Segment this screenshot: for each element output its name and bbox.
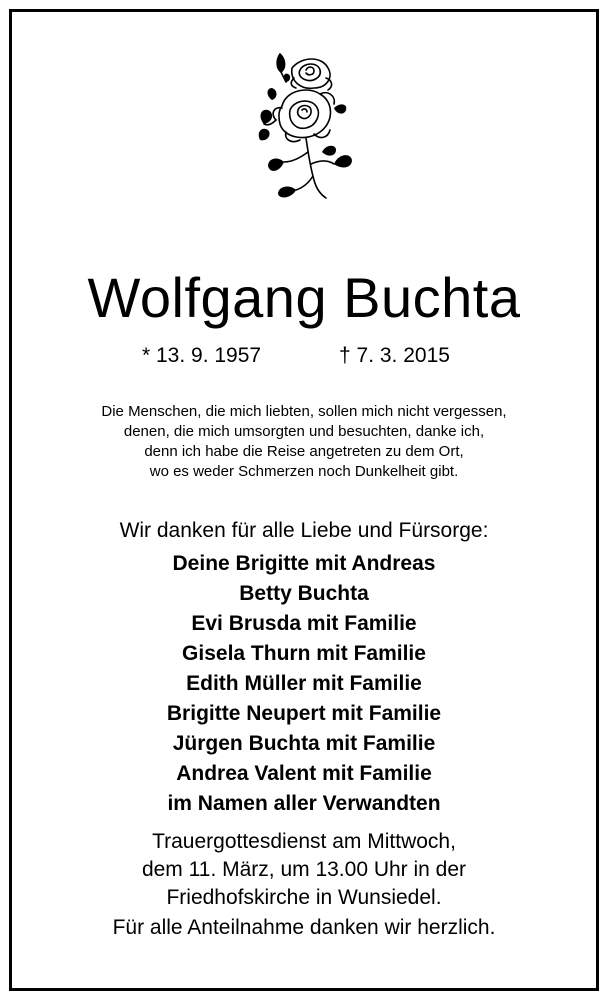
mourner: Deine Brigitte mit Andreas — [172, 552, 436, 575]
memorial-poem — [0, 402, 608, 482]
deceased-name: Wolfgang Buchta — [87, 266, 521, 329]
service-line: Friedhofskirche in Wunsiedel. — [166, 886, 442, 909]
death-date: † 7. 3. 2015 — [339, 344, 450, 367]
mourner: im Namen aller Verwandten — [167, 792, 441, 815]
poem-line: denn ich habe die Reise angetreten zu dem Ort, — [144, 443, 464, 460]
poem-line: wo es weder Schmerzen noch Dunkelheit gibt. — [149, 463, 459, 480]
mourner: Andrea Valent mit Familie — [176, 762, 432, 785]
service-line: Trauergottesdienst am Mittwoch, — [152, 830, 456, 853]
poem-line: denen, die mich umsorgten und besuchten, danke ich, — [123, 423, 485, 440]
service-line: dem 11. März, um 13.00 Uhr in der — [141, 858, 467, 881]
birth-date: * 13. 9. 1957 — [142, 344, 262, 367]
life-dates — [0, 341, 608, 371]
closing-thanks: Für alle Anteilnahme danken wir herzlich. — [112, 916, 496, 939]
service-info — [0, 828, 608, 912]
mourners-list — [0, 549, 608, 819]
mourner: Evi Brusda mit Familie — [191, 612, 417, 635]
mourner: Betty Buchta — [239, 582, 369, 605]
poem-line: Die Menschen, die mich liebten, sollen mich nicht vergessen, — [101, 403, 507, 420]
mourner: Brigitte Neupert mit Familie — [166, 702, 442, 725]
mourner: Edith Müller mit Familie — [186, 672, 422, 695]
mourner: Gisela Thurn mit Familie — [182, 642, 426, 665]
mourner: Jürgen Buchta mit Familie — [172, 732, 436, 755]
rose-icon — [256, 48, 356, 200]
thanks-heading: Wir danken für alle Liebe und Fürsorge: — [119, 519, 489, 542]
